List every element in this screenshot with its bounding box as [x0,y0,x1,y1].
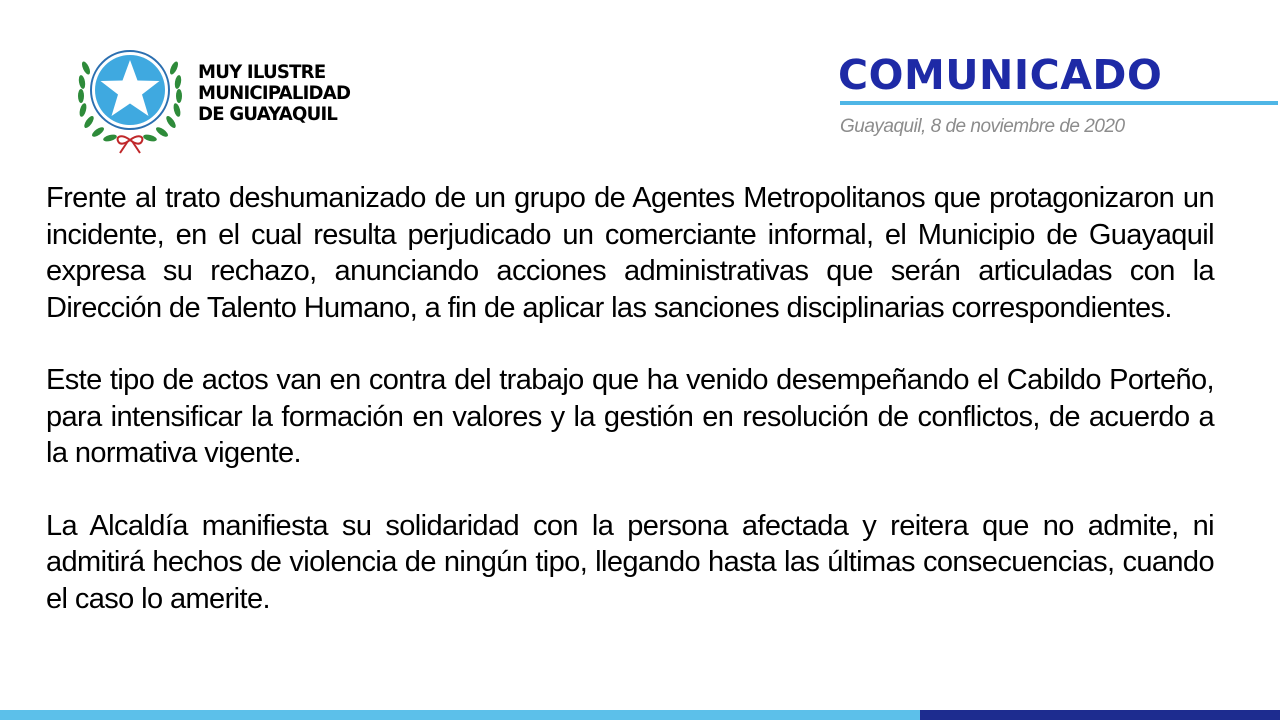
municipality-logo [74,40,374,155]
paragraph-1: Frente al trato deshumanizado de un grupo de Agentes Metropolitanos que protagonizaron un incidente, en el cual resulta perjudicado un comerciante informal, el Municipio de Guayaquil expresa su rechazo, anunciando acciones administrativas que serán articuladas con la Dirección de Talento Humano, a fin de aplicar las sanciones disciplinarias correspondientes. [46,182,1214,324]
title-underline [840,101,1278,105]
paragraph-3: La Alcaldía manifiesta su solidaridad con la persona afectada y reitera que no admite, ni admitirá hechos de violencia de ningún tipo, llegando hasta las últimas consecuencias, cuando el caso lo amerite. [46,509,1214,615]
page-title: COMUNICADO [838,51,1163,99]
footer-bar-light [0,710,920,720]
logo-line-2: MUNICIPALIDAD [198,82,351,104]
logo-line-3: DE GUAYAQUIL [198,103,338,125]
logo-line-1: MUY ILUSTRE [198,61,326,83]
statement-body [46,180,1214,653]
star-laurel-emblem-icon [74,40,186,155]
date-line: Guayaquil, 8 de noviembre de 2020 [840,116,1125,137]
footer-bar-dark [920,710,1280,720]
paragraph-2: Este tipo de actos van en contra del trabajo que ha venido desempeñando el Cabildo Porteño, para intensificar la formación en valores y la gestión en resolución de conflictos, de acuerdo a la normativa vigente. [46,364,1214,469]
logo-wordmark [198,62,350,125]
